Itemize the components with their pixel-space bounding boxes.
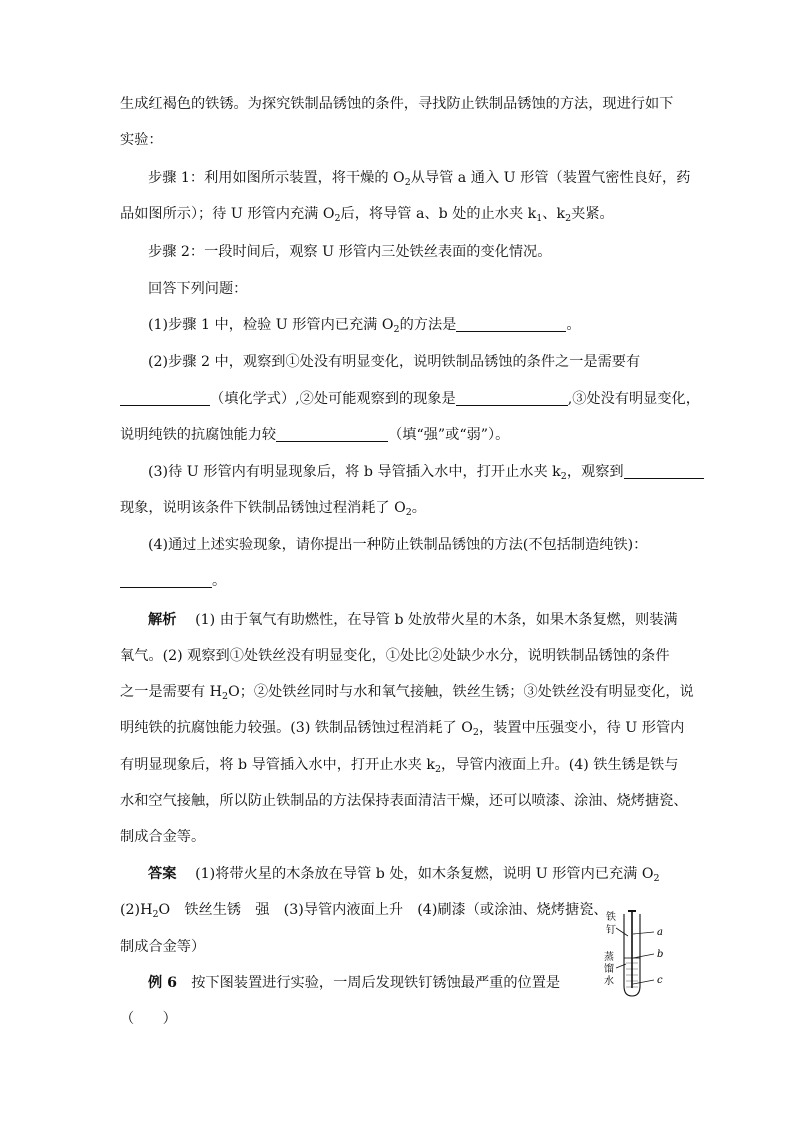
nail-label-char: 钉 [606,925,616,936]
answer-label: 答案 [148,866,177,882]
subscript: 2 [393,324,400,335]
subscript: 2 [434,764,442,775]
text: 有明显现象后，将 b 导管插入水中，打开止水夹 k [120,757,435,773]
text: （ ） [120,1011,177,1027]
nail-label-char: 铁 [606,912,616,923]
text: 。 [566,317,581,333]
text: 步骤 2：一段时间后，观察 U 形管内三处铁丝表面的变化情况。 [148,244,552,260]
text-line [120,791,688,811]
text-line [120,425,509,445]
analysis-label: 解析 [148,612,177,628]
text-line [120,900,608,920]
question-1 [148,315,581,335]
text: 的方法是 [399,317,457,333]
subscript: 2 [222,691,229,702]
text: (1) 由于氧气有助燃性，在导管 b 处放带火星的木条，如果木条复燃，则装满 [195,612,678,628]
text: ，观察到 [566,464,624,480]
text: 夹紧。 [571,206,614,222]
text: 制成合金等。 [120,829,206,845]
text-line [120,646,670,666]
text: 水和空气接触，所以防止铁制品的方法保持表面清洁干燥，还可以喷漆、涂油、烧烤搪瓷、 [120,793,688,809]
answer-line [148,864,660,884]
position-c-label: c [657,975,663,986]
answer-blank[interactable] [120,390,210,406]
subscript: 2 [560,471,567,482]
subscript: 2 [405,507,412,518]
text-line [120,937,205,957]
answer-blank[interactable] [456,390,568,406]
text: (3)待 U 形管内有明显现象后，将 b 导管插入水中，打开止水夹 k [148,464,561,480]
text: 实验： [120,132,163,148]
position-b-pointer [633,954,654,958]
text: 按下图装置进行实验，一周后发现铁钉锈蚀最严重的位置是 [191,975,561,991]
answer-blank[interactable] [456,316,566,332]
question-3 [148,462,704,482]
subscript: 2 [472,727,479,738]
text: ,③处没有明显变化， [567,391,700,407]
text-line [120,498,426,518]
text-line [120,389,700,409]
text: 制成合金等） [120,939,206,955]
text-line [120,827,205,847]
answer-blank[interactable] [624,463,704,479]
subscript: 1 [536,213,543,224]
text: (1)步骤 1 中，检验 U 形管内已充满 O [148,317,394,333]
text: 、k [542,206,566,222]
text: 氧气。(2) 观察到①处铁丝没有明显变化，①处比②处缺少水分，说明铁制品锈蚀的条件 [120,648,670,664]
text: 从导管 a 通入 U 形管（装置气密性良好，药 [410,170,691,186]
answer-blank[interactable] [276,426,388,442]
text-line [120,755,678,775]
text: (2)步骤 2 中，观察到①处没有明显变化，说明铁制品锈蚀的条件之一是需要有 [148,354,641,370]
text: 步骤 1：利用如图所示装置，将干燥的 O [148,170,405,186]
water-label-char: 馏 [604,964,614,975]
question-2 [148,352,640,372]
text: 。 [212,573,227,589]
position-a-label: a [657,927,663,938]
choice-bracket [120,1009,177,1029]
water-label-char: 蒸 [604,952,614,963]
text: 现象，说明该条件下铁制品锈蚀过程消耗了 O [120,500,406,516]
text: 说明纯铁的抗腐蚀能力较 [120,427,277,443]
text: (4)通过上述实验现象，请你提出一种防止铁制品锈蚀的方法(不包括制造纯铁)： [148,537,648,553]
text: O 铁丝生锈 强 (3)导管内液面上升 (4)刷漆（或涂油、烧烤搪瓷、 [158,902,608,918]
water-label-char: 水 [604,976,614,987]
test-tube-diagram [602,908,672,998]
analysis-line [148,610,678,630]
text-line [120,130,163,150]
text: O；②处铁丝同时与水和氧气接触，铁丝生锈；③处铁丝没有明显变化，说 [228,684,694,700]
subscript: 2 [334,213,341,224]
subscript: 2 [152,909,159,920]
position-a-pointer [633,932,654,934]
text: (2)H [120,902,153,918]
subscript: 2 [653,873,660,884]
text-line [120,682,694,702]
nail-leader-line [616,928,628,936]
step-1-line [148,168,690,188]
text: （填“强”或“弱”）。 [388,427,510,443]
subscript: 2 [404,177,411,188]
subscript: 2 [565,213,572,224]
text-line [120,204,614,224]
text-line [148,279,247,299]
text-line [120,571,226,591]
text: 回答下列问题： [148,281,248,297]
text: （填化学式）,②处可能观察到的现象是 [210,391,456,407]
text: 品如图所示）；待 U 形管内充满 O [120,206,335,222]
position-c-pointer [633,980,654,984]
text: 。 [411,500,426,516]
text: 生成红褐色的铁锈。为探究铁制品锈蚀的条件，寻找防止铁制品锈蚀的方法，现进行如下 [120,96,674,112]
text: ，导管内液面上升。(4) 铁生锈是铁与 [441,757,679,773]
example-label: 例 6 [148,975,177,991]
text-line [120,718,684,738]
text: (1)将带火星的木条放在导管 b 处，如木条复燃，说明 U 形管内已充满 O [195,866,654,882]
answer-blank[interactable] [120,572,212,588]
text: 明纯铁的抗腐蚀能力较强。(3) 铁制品锈蚀过程消耗了 O [120,720,473,736]
text: ，装置中压强变小，待 U 形管内 [478,720,685,736]
example-6-line [148,973,560,993]
question-4 [148,535,647,555]
position-b-label: b [657,949,664,960]
text: 之一是需要有 H [120,684,223,700]
text: 后，将导管 a、b 处的止水夹 k [340,206,537,222]
test-tube-figure [602,908,672,998]
step-2-line [148,242,551,262]
text-line [120,94,673,114]
